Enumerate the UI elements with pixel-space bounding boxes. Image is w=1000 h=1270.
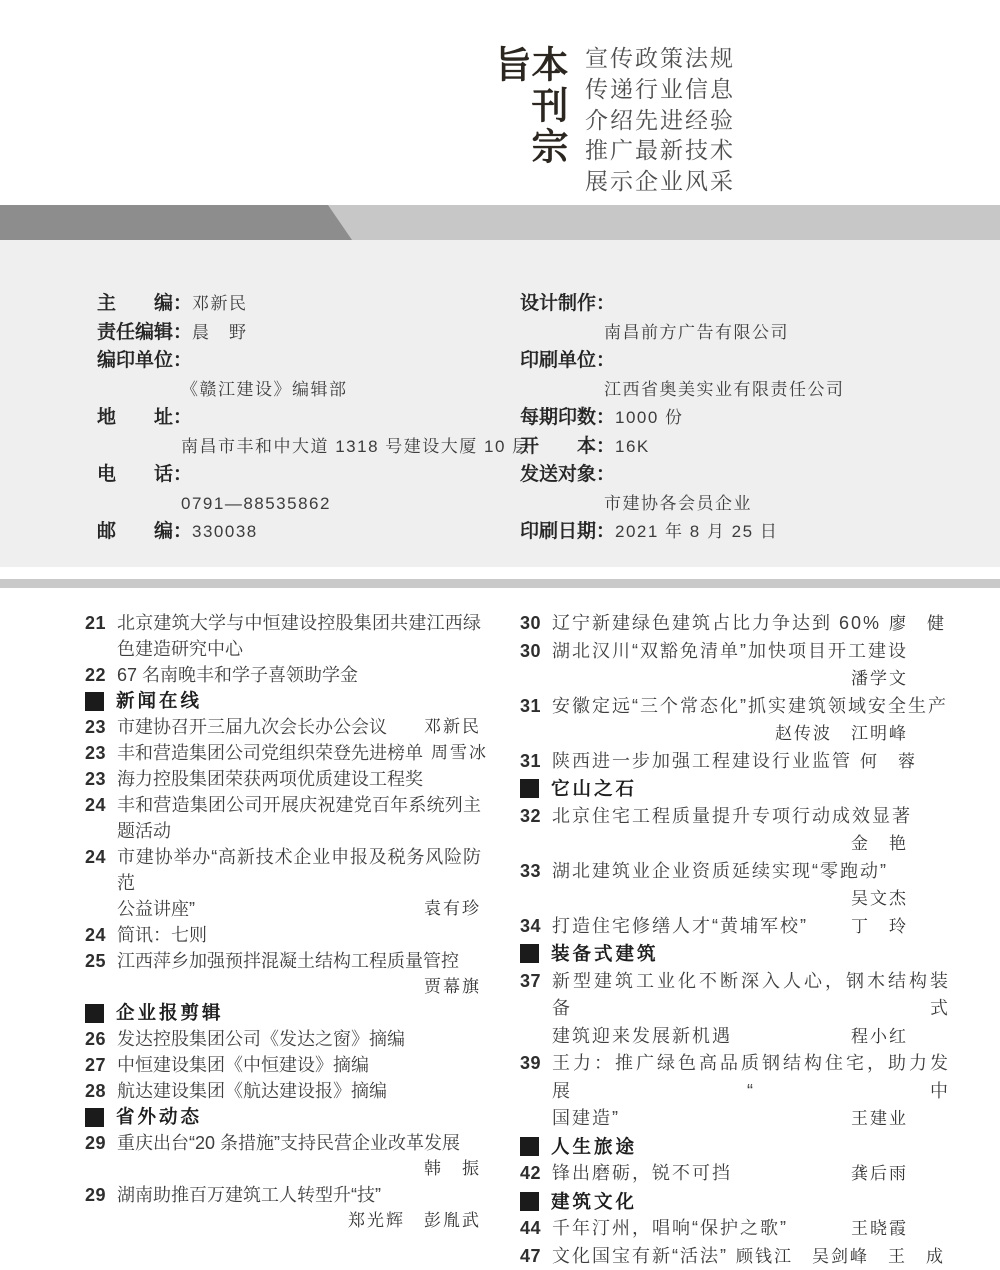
toc-entry-line: [520, 610, 950, 638]
section-label: 人生旅途: [551, 1133, 637, 1161]
toc-entry-page-number: 23: [85, 714, 106, 740]
toc-entry-title: 辽宁新建绿色建筑占比力争达到 60%: [552, 610, 881, 638]
mission-title: 本刊宗旨: [516, 45, 564, 203]
toc-entry-line: [85, 792, 481, 818]
toc-entry-page-number: 23: [85, 740, 106, 766]
toc-entry-line: [85, 1182, 481, 1208]
colophon-row: [97, 490, 531, 519]
colophon-row: [520, 433, 845, 462]
toc-section: [520, 940, 950, 968]
toc-entry-page-number: 24: [85, 922, 106, 948]
toc-entry-author: 龚后雨: [843, 1160, 908, 1188]
colophon-row: [520, 404, 845, 433]
colophon-row: [97, 290, 531, 319]
colophon-row: [97, 404, 531, 433]
toc-entry-page-number: 39: [520, 1050, 541, 1078]
colophon-value: 1000 份: [615, 408, 684, 427]
toc-entry-line: [85, 818, 481, 844]
colophon-row: [520, 376, 845, 405]
toc-entry-page-number: 25: [85, 948, 106, 974]
toc-entry-author-line: [85, 1208, 481, 1234]
toc-entry-line: [85, 1078, 481, 1104]
toc-entry-line: [85, 714, 481, 740]
toc-section: [520, 775, 950, 803]
section-marker-icon: [520, 779, 539, 798]
banner-dark-shape: [0, 205, 360, 240]
toc-entry-title: 文化国宝有新“活法”: [552, 1243, 728, 1270]
toc-entry-page-number: 34: [520, 913, 541, 941]
toc-entry-title: 色建造研究中心: [117, 636, 243, 662]
toc-entry-line: [520, 1215, 950, 1243]
toc-column-right: [520, 610, 950, 1270]
toc-entry-line: [85, 948, 481, 974]
toc-entry-title: 陕西进一步加强工程建设行业监管: [552, 748, 852, 776]
toc-entry-title: 简讯：七则: [117, 922, 207, 948]
toc-entry-page-number: 24: [85, 792, 106, 818]
colophon-value: 江西省奥美实业有限责任公司: [604, 380, 845, 399]
toc-entry-page-number: 44: [520, 1215, 541, 1243]
toc-entry-author: 金 艳: [843, 830, 908, 858]
toc-entry-title: 发达控股集团公司《发达之窗》摘编: [117, 1026, 405, 1052]
section-marker-icon: [85, 1108, 104, 1127]
colophon-value: 晨 野: [192, 323, 248, 342]
colophon-label: 地 址：: [97, 407, 192, 428]
toc-entry-title: 国建造”: [552, 1105, 620, 1133]
colophon-label: 印刷日期：: [520, 521, 615, 542]
colophon-label: 电 话：: [97, 464, 192, 485]
toc-entry-title: 江西萍乡加强预拌混凝土结构工程质量管控: [117, 948, 459, 974]
toc-entry-title: 王力：推广绿色高品质钢结构住宅，助力发展“中: [552, 1050, 950, 1105]
toc-entry-title: 打造住宅修缮人才“黄埔军校”: [552, 913, 808, 941]
toc-entry-author: 赵传波 江明峰: [767, 720, 908, 748]
toc-entry-title: 重庆出台“20 条措施”支持民营企业改革发展: [117, 1130, 460, 1156]
colophon-label: 开 本：: [520, 436, 615, 457]
toc-entry-page-number: 31: [520, 693, 541, 721]
colophon-label: 责任编辑：: [97, 322, 192, 343]
toc-entry-page-number: 29: [85, 1130, 106, 1156]
toc-entry-title: 公益讲座”: [117, 896, 195, 922]
colophon-value: 市建协各会员企业: [604, 494, 752, 513]
toc-entry-author: 廖 健: [881, 610, 946, 638]
toc-entry-author-line: [520, 720, 950, 748]
toc-entry-line: [520, 638, 950, 666]
toc-entry-author: 郑光辉 彭胤武: [340, 1208, 481, 1234]
toc-entry-line: [85, 1130, 481, 1156]
toc-entry-page-number: 37: [520, 968, 541, 996]
toc-entry-title: 新型建筑工业化不断深入人心，钢木结构装备式: [552, 968, 950, 1023]
toc-entry-page-number: 23: [85, 766, 106, 792]
toc-entry-line: [520, 968, 950, 1023]
toc-entry-line: [85, 844, 481, 896]
colophon-row: [520, 347, 845, 376]
section-label: 它山之石: [551, 775, 637, 803]
colophon-value: 南昌市丰和中大道 1318 号建设大厦 10 层: [181, 437, 531, 456]
toc-entry-title: 丰和营造集团公司开展庆祝建党百年系统列主: [117, 792, 481, 818]
colophon-left: [97, 290, 531, 547]
section-marker-icon: [85, 1004, 104, 1023]
toc-entry-author: 王晓霞: [843, 1215, 908, 1243]
toc-entry-page-number: 27: [85, 1052, 106, 1078]
toc-entry-author: 程小红: [843, 1023, 908, 1051]
toc-entry-author-line: [520, 830, 950, 858]
toc-entry-page-number: 30: [520, 638, 541, 666]
toc-entry-line: [520, 1105, 950, 1133]
toc-entry-author: 顾钱江 吴剑峰 王 成: [728, 1243, 945, 1270]
colophon-row: [520, 290, 845, 319]
section-marker-icon: [520, 944, 539, 963]
toc-entry-line: [85, 662, 481, 688]
section-marker-icon: [520, 1137, 539, 1156]
colophon-row: [520, 319, 845, 348]
colophon-value: 南昌前方广告有限公司: [604, 323, 789, 342]
toc-entry-page-number: 32: [520, 803, 541, 831]
toc-section: [85, 1000, 481, 1026]
toc-entry-line: [520, 1160, 950, 1188]
colophon-row: [97, 518, 531, 547]
divider-bar: [0, 579, 1000, 588]
toc-entry-author-line: [85, 974, 481, 1000]
toc-entry-title: 航达建设集团《航达建设报》摘编: [117, 1078, 387, 1104]
toc-entry-line: [85, 610, 481, 636]
toc-entry-line: [85, 896, 481, 922]
toc-entry-author-line: [520, 665, 950, 693]
toc-entry-title: 海力控股集团荣获两项优质建设工程奖: [117, 766, 423, 792]
toc-entry-line: [85, 636, 481, 662]
mission-line: 介绍先进经验: [585, 106, 735, 137]
toc-section: [85, 1104, 481, 1130]
mission-line: 推广最新技术: [585, 136, 735, 167]
colophon-value: 330038: [192, 522, 258, 541]
toc-entry-line: [520, 748, 950, 776]
toc-entry-title: 锋出磨砺，锐不可挡: [552, 1160, 732, 1188]
section-label: 企业报剪辑: [116, 1000, 224, 1026]
toc-entry-title: 北京住宅工程质量提升专项行动成效显著: [552, 803, 912, 831]
mission-line: 宣传政策法规: [585, 44, 735, 75]
toc-entry-title: 湖北汉川“双豁免清单”加快项目开工建设: [552, 638, 908, 666]
toc-entry-line: [85, 1052, 481, 1078]
mission-line: 传递行业信息: [585, 75, 735, 106]
toc-entry-page-number: 42: [520, 1160, 541, 1188]
colophon-value: 0791—88535862: [181, 494, 331, 513]
toc-entry-page-number: 22: [85, 662, 106, 688]
colophon-label: 主 编：: [97, 293, 192, 314]
colophon-row: [97, 461, 531, 490]
colophon-right: [520, 290, 845, 547]
toc-entry-title: 湖南助推百万建筑工人转型升“技”: [117, 1182, 381, 1208]
colophon-value: 16K: [615, 437, 650, 456]
section-label: 装备式建筑: [551, 940, 659, 968]
toc-entry-line: [520, 913, 950, 941]
colophon-label: 每期印数：: [520, 407, 615, 428]
colophon-label: 发送对象：: [520, 464, 615, 485]
toc-entry-page-number: 26: [85, 1026, 106, 1052]
toc-entry-page-number: 29: [85, 1182, 106, 1208]
toc-section: [520, 1188, 950, 1216]
colophon-row: [97, 376, 531, 405]
colophon-row: [97, 347, 531, 376]
section-label: 建筑文化: [551, 1188, 637, 1216]
colophon-row: [97, 433, 531, 462]
toc-entry-title: 市建协召开三届九次会长办公会议: [117, 714, 387, 740]
mission-statement: [585, 44, 735, 198]
section-marker-icon: [85, 692, 104, 711]
toc-entry-line: [520, 803, 950, 831]
toc-entry-page-number: 47: [520, 1243, 541, 1270]
toc-entry-line: [85, 922, 481, 948]
toc-entry-author: 邓新民: [416, 714, 481, 740]
colophon-value: 2021 年 8 月 25 日: [615, 522, 778, 541]
toc-column-left: [85, 610, 481, 1234]
toc-entry-author: 袁有珍: [416, 896, 481, 922]
toc-entry-line: [85, 766, 481, 792]
toc-entry-title: 丰和营造集团公司党组织荣登先进榜单: [117, 740, 423, 766]
toc-entry-title: 市建协举办“高新技术企业申报及税务风险防范: [117, 844, 481, 896]
colophon-label: 编印单位：: [97, 350, 192, 371]
colophon-row: [520, 490, 845, 519]
toc-entry-page-number: 28: [85, 1078, 106, 1104]
toc-entry-title: 题活动: [117, 818, 171, 844]
colophon-row: [520, 518, 845, 547]
toc-entry-title: 千年汀州，唱响“保护之歌”: [552, 1215, 788, 1243]
toc-entry-line: [520, 1023, 950, 1051]
toc-entry-line: [85, 1026, 481, 1052]
toc-entry-line: [520, 1243, 950, 1270]
toc-entry-title: 湖北建筑业企业资质延续实现“零跑动”: [552, 858, 888, 886]
colophon-value: 《赣江建设》编辑部: [181, 380, 348, 399]
toc-entry-line: [520, 1050, 950, 1105]
toc-entry-page-number: 33: [520, 858, 541, 886]
toc-entry-title: 安徽定远“三个常态化”抓实建筑领域安全生产: [552, 693, 948, 721]
toc-entry-author: 周雪冰: [423, 740, 488, 766]
section-label: 新闻在线: [116, 688, 202, 714]
colophon-label: 印刷单位：: [520, 350, 615, 371]
toc-entry-page-number: 21: [85, 610, 106, 636]
colophon-row: [520, 461, 845, 490]
toc-entry-author: 潘学文: [843, 665, 908, 693]
colophon-row: [97, 319, 531, 348]
toc-entry-author: 吴文杰: [843, 885, 908, 913]
toc-entry-author-line: [85, 1156, 481, 1182]
toc-entry-author: 韩 振: [416, 1156, 481, 1182]
toc-entry-title: 建筑迎来发展新机遇: [552, 1023, 732, 1051]
toc-entry-page-number: 30: [520, 610, 541, 638]
toc-entry-title: 67 名南晚丰和学子喜领助学金: [117, 662, 358, 688]
toc-entry-author: 何 蓉: [852, 748, 917, 776]
toc-entry-line: [520, 858, 950, 886]
toc-entry-title: 北京建筑大学与中恒建设控股集团共建江西绿: [117, 610, 481, 636]
colophon-value: 邓新民: [192, 294, 248, 313]
banner: [0, 205, 1000, 240]
toc-entry-page-number: 24: [85, 844, 106, 870]
toc-entry-author-line: [520, 885, 950, 913]
toc-entry-line: [520, 693, 950, 721]
section-marker-icon: [520, 1192, 539, 1211]
toc-entry-author: 贾幕旗: [416, 974, 481, 1000]
toc-entry-title: 中恒建设集团《中恒建设》摘编: [117, 1052, 369, 1078]
toc-entry-page-number: 31: [520, 748, 541, 776]
colophon-label: 邮 编：: [97, 521, 192, 542]
section-label: 省外动态: [116, 1104, 202, 1130]
toc-entry-author: 王建业: [843, 1105, 908, 1133]
mission-line: 展示企业风采: [585, 167, 735, 198]
toc-entry-line: [85, 740, 481, 766]
toc-section: [85, 688, 481, 714]
toc-section: [520, 1133, 950, 1161]
colophon-label: 设计制作：: [520, 293, 615, 314]
toc-entry-author: 丁 玲: [843, 913, 908, 941]
